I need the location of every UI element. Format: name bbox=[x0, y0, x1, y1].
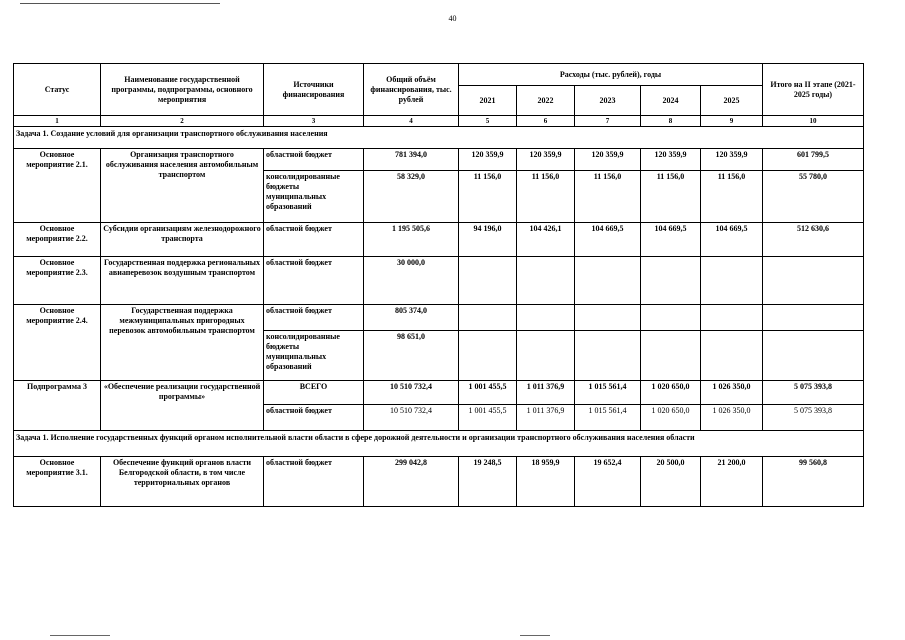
total-cell: 30 000,0 bbox=[364, 257, 459, 305]
row-status: Основное мероприятие 2.3. bbox=[14, 257, 101, 305]
row-status: Подпрограмма 3 bbox=[14, 381, 101, 431]
row-name: Государственная поддержка региональных авиаперевозок воздушным транспортом bbox=[101, 257, 264, 305]
scan-artifact-bottom bbox=[50, 635, 110, 636]
year-cell: 1 011 376,9 bbox=[517, 381, 575, 405]
column-number: 4 bbox=[364, 116, 459, 127]
year-cell: 21 200,0 bbox=[701, 457, 763, 507]
itogo-cell bbox=[763, 257, 864, 305]
itogo-cell: 99 560,8 bbox=[763, 457, 864, 507]
itogo-cell bbox=[763, 331, 864, 381]
year-cell: 1 015 561,4 bbox=[575, 405, 641, 431]
row-name: Государственная поддержка межмуниципальных пригородных перевозок автомобильным транспортом bbox=[101, 305, 264, 381]
year-cell bbox=[517, 257, 575, 305]
year-cell bbox=[641, 257, 701, 305]
column-number: 9 bbox=[701, 116, 763, 127]
page-number: 40 bbox=[448, 14, 457, 23]
source-cell: консолидированные бюджеты муниципальных образований bbox=[264, 331, 364, 381]
column-number: 5 bbox=[459, 116, 517, 127]
year-cell bbox=[517, 305, 575, 331]
year-cell: 1 001 455,5 bbox=[459, 381, 517, 405]
itogo-cell: 512 630,6 bbox=[763, 223, 864, 257]
itogo-cell: 5 075 393,8 bbox=[763, 381, 864, 405]
year-cell: 1 020 650,0 bbox=[641, 405, 701, 431]
task-heading: Задача 1. Создание условий для организации транспортного обслуживания населения bbox=[14, 127, 864, 149]
year-cell: 1 015 561,4 bbox=[575, 381, 641, 405]
itogo-cell bbox=[763, 305, 864, 331]
year-cell bbox=[459, 331, 517, 381]
itogo-cell: 5 075 393,8 bbox=[763, 405, 864, 431]
year-cell: 104 426,1 bbox=[517, 223, 575, 257]
column-number: 1 bbox=[14, 116, 101, 127]
row-name: Обеспечение функций органов власти Белгородской области, в том числе территориальных органов bbox=[101, 457, 264, 507]
year-cell: 19 652,4 bbox=[575, 457, 641, 507]
total-cell: 781 394,0 bbox=[364, 149, 459, 171]
year-cell bbox=[459, 257, 517, 305]
year-cell bbox=[701, 331, 763, 381]
year-cell: 120 359,9 bbox=[641, 149, 701, 171]
row-name: Организация транспортного обслуживания населения автомобильным транспортом bbox=[101, 149, 264, 223]
header-year: 2023 bbox=[575, 86, 641, 116]
year-cell bbox=[575, 257, 641, 305]
source-cell: областной бюджет bbox=[264, 405, 364, 431]
total-cell: 299 042,8 bbox=[364, 457, 459, 507]
year-cell bbox=[517, 331, 575, 381]
header-sources: Источники финансирования bbox=[264, 64, 364, 116]
year-cell: 11 156,0 bbox=[701, 171, 763, 223]
source-cell: областной бюджет bbox=[264, 257, 364, 305]
total-cell: 1 195 505,6 bbox=[364, 223, 459, 257]
year-cell: 120 359,9 bbox=[459, 149, 517, 171]
header-status: Статус bbox=[14, 64, 101, 116]
source-cell: областной бюджет bbox=[264, 457, 364, 507]
column-number: 10 bbox=[763, 116, 864, 127]
row-name: Субсидии организациям железнодорожного транспорта bbox=[101, 223, 264, 257]
itogo-cell: 601 799,5 bbox=[763, 149, 864, 171]
row-status: Основное мероприятие 2.4. bbox=[14, 305, 101, 381]
year-cell bbox=[459, 305, 517, 331]
year-cell: 94 196,0 bbox=[459, 223, 517, 257]
scan-artifact-bottom bbox=[520, 635, 550, 636]
year-cell: 120 359,9 bbox=[701, 149, 763, 171]
column-number: 8 bbox=[641, 116, 701, 127]
year-cell: 104 669,5 bbox=[701, 223, 763, 257]
itogo-cell: 55 780,0 bbox=[763, 171, 864, 223]
column-number: 3 bbox=[264, 116, 364, 127]
year-cell: 11 156,0 bbox=[575, 171, 641, 223]
year-cell bbox=[701, 257, 763, 305]
column-number: 6 bbox=[517, 116, 575, 127]
row-status: Основное мероприятие 2.1. bbox=[14, 149, 101, 223]
year-cell: 1 026 350,0 bbox=[701, 381, 763, 405]
task-heading: Задача 1. Исполнение государственных функций органом исполнительной власти области в сфере дорожной деятельности и организации транспортного обслуживания населения области bbox=[14, 431, 864, 457]
year-cell: 104 669,5 bbox=[641, 223, 701, 257]
column-number: 7 bbox=[575, 116, 641, 127]
header-itogo: Итого на II этапе (2021-2025 годы) bbox=[763, 64, 864, 116]
scan-artifact-top bbox=[20, 3, 220, 4]
total-cell: 58 329,0 bbox=[364, 171, 459, 223]
header-name: Наименование государственной программы, подпрограммы, основного мероприятия bbox=[101, 64, 264, 116]
row-name: «Обеспечение реализации государственной программы» bbox=[101, 381, 264, 431]
year-cell: 20 500,0 bbox=[641, 457, 701, 507]
total-cell: 805 374,0 bbox=[364, 305, 459, 331]
row-status: Основное мероприятие 2.2. bbox=[14, 223, 101, 257]
year-cell: 11 156,0 bbox=[517, 171, 575, 223]
financing-table bbox=[13, 63, 864, 507]
year-cell: 120 359,9 bbox=[575, 149, 641, 171]
year-cell: 1 026 350,0 bbox=[701, 405, 763, 431]
source-cell: областной бюджет bbox=[264, 149, 364, 171]
year-cell bbox=[575, 305, 641, 331]
year-cell: 1 020 650,0 bbox=[641, 381, 701, 405]
source-cell: ВСЕГО bbox=[264, 381, 364, 405]
source-cell: областной бюджет bbox=[264, 223, 364, 257]
column-number: 2 bbox=[101, 116, 264, 127]
total-cell: 10 510 732,4 bbox=[364, 381, 459, 405]
total-cell: 98 651,0 bbox=[364, 331, 459, 381]
total-cell: 10 510 732,4 bbox=[364, 405, 459, 431]
year-cell: 120 359,9 bbox=[517, 149, 575, 171]
year-cell bbox=[701, 305, 763, 331]
source-cell: областной бюджет bbox=[264, 305, 364, 331]
year-cell bbox=[575, 331, 641, 381]
year-cell bbox=[641, 331, 701, 381]
year-cell: 104 669,5 bbox=[575, 223, 641, 257]
header-expenses: Расходы (тыс. рублей), годы bbox=[459, 64, 763, 86]
year-cell: 11 156,0 bbox=[459, 171, 517, 223]
year-cell: 18 959,9 bbox=[517, 457, 575, 507]
year-cell bbox=[641, 305, 701, 331]
source-cell: консолидированные бюджеты муниципальных образований bbox=[264, 171, 364, 223]
header-year: 2022 bbox=[517, 86, 575, 116]
year-cell: 1 001 455,5 bbox=[459, 405, 517, 431]
year-cell: 1 011 376,9 bbox=[517, 405, 575, 431]
year-cell: 11 156,0 bbox=[641, 171, 701, 223]
header-year: 2024 bbox=[641, 86, 701, 116]
row-status: Основное мероприятие 3.1. bbox=[14, 457, 101, 507]
header-year: 2025 bbox=[701, 86, 763, 116]
header-total: Общий объём финансирования, тыс. рублей bbox=[364, 64, 459, 116]
header-year: 2021 bbox=[459, 86, 517, 116]
year-cell: 19 248,5 bbox=[459, 457, 517, 507]
